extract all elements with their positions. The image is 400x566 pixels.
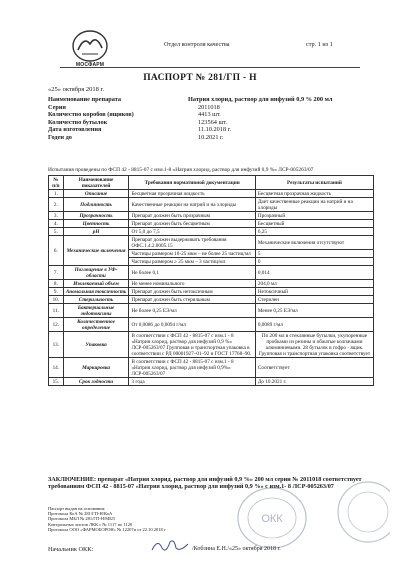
row-name: Прозрачность: [63, 212, 129, 220]
info-value: 123564 шт.: [198, 118, 228, 126]
note-line: Протокола ООО «ФАРМОБОРОН» № 12207и от 22.10.2018 г: [48, 526, 166, 532]
table-row: [49, 318, 374, 332]
row-name: Упаковка: [63, 332, 129, 358]
row-res: Дает качественные реакции на натрий и на хлориды: [255, 198, 373, 212]
table-row: [49, 296, 374, 304]
row-num: 5.: [49, 228, 64, 236]
document-title: ПАСПОРТ № 281/ГП - Н: [143, 73, 257, 83]
info-label: Наименование препарата: [48, 96, 122, 103]
note-line: Протокола КоА № 281/ГП-Н/КоА: [48, 511, 113, 517]
row-res: 6,25: [255, 228, 373, 236]
logo-caption: МОСФАРМ: [75, 62, 105, 68]
row-res: Бесцветная прозрачная жидкость: [255, 190, 373, 198]
info-label: Количество бутылок: [48, 118, 108, 126]
row-name: Срок годности: [63, 378, 129, 386]
row-req: От 0,0086 до 0,0094 г/мл: [129, 318, 255, 332]
info-value: 11.10.2018 г.: [198, 126, 232, 134]
row-res: 5: [255, 250, 373, 258]
row-req: Препарат должен быть стерильным: [129, 296, 255, 304]
row-req: 3 года: [129, 378, 255, 386]
row-name: Подлинность: [63, 198, 129, 212]
row-name: Механические включения: [63, 236, 129, 266]
row-res: Стерилен: [255, 296, 373, 304]
row-res: 0: [255, 258, 373, 266]
handwritten-signature-icon: [150, 536, 190, 556]
row-req: От 5,0 до 7,5: [129, 228, 255, 236]
header-divider: [60, 67, 360, 68]
row-req: Препарат должен быть бесцветным: [129, 220, 255, 228]
specification-table: [48, 175, 374, 386]
table-row: [49, 280, 374, 288]
row-name: Извлекаемый объем: [63, 280, 129, 288]
info-row: [48, 111, 368, 119]
row-name: Поглощение в УФ-области: [63, 266, 129, 280]
row-req: Не более 0,25 ЕЭ/мл: [129, 304, 255, 318]
note-line: Паспорт выдан на основании:: [48, 506, 106, 511]
row-num: 11.: [49, 304, 64, 318]
info-row: [48, 134, 368, 142]
info-row: [48, 96, 368, 104]
row-res: По 200 мл в стеклянные бутылки, укупоренные пробками из резины и обжатые колпачками алюминиевыми. 28 бутылок в гофро - ящик. Групповая и транспортная упаковка соответствует: [255, 332, 373, 358]
table-row: [49, 228, 374, 236]
row-name: Цветность: [63, 220, 129, 228]
stamp-label: ОКК: [261, 513, 283, 525]
row-req: В соответствии с ФСП 42 - 8815-07 с изм.1 - 8 «Натрия хлорид, раствор для инфузий 0,9%» ЛСР-005263/07: [129, 358, 255, 378]
info-label: Дата изготовления: [48, 126, 102, 134]
signature-label: Начальник ОКК:: [48, 546, 94, 553]
row-name: Бактериальные эндотоксины: [63, 304, 129, 318]
header-res: Результаты испытаний: [255, 176, 373, 190]
info-value: 10.2021 г.: [198, 133, 224, 141]
row-res: Менее 0,25 ЕЭ/мл: [255, 304, 373, 318]
page-counter: стр. 1 из 1: [306, 41, 333, 48]
info-row: [48, 119, 368, 127]
row-num: 7.: [49, 266, 64, 280]
signature-name-date: /Кобзина Е.Н./«25» октября 2018 г.: [192, 546, 281, 552]
row-res: Соответствует: [255, 358, 373, 378]
row-num: 14.: [49, 358, 64, 378]
row-num: 15.: [49, 378, 64, 386]
table-row: [49, 378, 374, 386]
row-res: 0,0089 г/мл: [255, 318, 373, 332]
header-name: Наименование показателей: [63, 176, 129, 190]
row-req: В соответствии с ФСП 42 - 8815-07 с изм.1 - 8 «Натрия хлорид, раствор для инфузий 0,9 %» ЛСР-005263/07 Групповая и транспортная упаковка в соответствии с РД 00001927–01–92 и ГОСТ 17768–90.: [129, 332, 255, 358]
row-num: 2.: [49, 198, 64, 212]
row-req: Частицы размером ≥ 25 мкм – 3 частиц/мл: [129, 258, 255, 266]
row-name: pH: [63, 228, 129, 236]
info-label: Годен до: [48, 133, 72, 141]
row-req: Препарат должен быть прозрачным: [129, 212, 255, 220]
header-req: Требования нормативной документации: [129, 176, 255, 190]
row-name: Стерильность: [63, 296, 129, 304]
row-name: Аномальная токсичность: [63, 288, 129, 296]
row-req: Бесцветная прозрачная жидкость: [129, 190, 255, 198]
row-res: Механические включения отсутствуют: [255, 236, 373, 250]
tested-note: Испытания проведены по ФСП 42 - 8815-07 с изм.1-8 «Натрия хлорид, раствор для инфузий 0,9 %» ЛСР-005263/07: [48, 167, 314, 173]
row-num: 9.: [49, 288, 64, 296]
note-line: Протокола МБЛ № 281/ГП-Н/МБЛ: [48, 516, 115, 522]
row-res: 0,014: [255, 266, 373, 280]
basis-notes: [48, 506, 288, 532]
row-num: 6.: [49, 236, 64, 266]
document-date: «25» октября 2018 г.: [48, 86, 105, 93]
row-res: До 10.2021 г.: [255, 378, 373, 386]
table-header-row: [49, 176, 374, 190]
conclusion-text: ЗАКЛЮЧЕНИЕ: препарат «Натрия хлорид, раствор для инфузий 0,9 %» 200 мл серии № 2011018 соответствует требованиям ФСП 42 - 8815-07 «Натрия хлорид, раствор для инфузий 0,9 %» с изм.1- 8 ЛСР-005263/07: [48, 476, 362, 491]
info-value: 2011018: [198, 103, 220, 111]
table-row: [49, 190, 374, 198]
note-line: Контрольных листов ЛКК с № 1117 по 1120: [48, 521, 133, 527]
row-req: Качественные реакции на натрий и на хлориды: [129, 198, 255, 212]
row-name: Маркировка: [63, 358, 129, 378]
row-num: 12.: [49, 318, 64, 332]
department-name: Отдел контроля качества: [164, 41, 230, 48]
row-name: Количественное определение: [63, 318, 129, 332]
product-info: [48, 96, 368, 142]
table-row: [49, 236, 374, 250]
table-row: [49, 358, 374, 378]
row-num: 1.: [49, 190, 64, 198]
row-num: 4.: [49, 220, 64, 228]
row-num: 10.: [49, 296, 64, 304]
table-row: [49, 220, 374, 228]
info-label: Количество коробов (ящиков): [48, 111, 134, 119]
table-row: [49, 266, 374, 280]
mosfarm-logo-icon: [70, 28, 110, 66]
info-row: [48, 104, 368, 112]
table-row: [49, 332, 374, 358]
row-req: Препарат должен быть нетоксичным: [129, 288, 255, 296]
row-req: Препарат должен выдерживать требования ОФС.1.4.2.0005.15: [129, 236, 255, 250]
table-row: [49, 212, 374, 220]
info-label: Серия: [48, 103, 66, 111]
table-row: [49, 304, 374, 318]
row-num: 8.: [49, 280, 64, 288]
row-num: 3.: [49, 212, 64, 220]
row-name: Описание: [63, 190, 129, 198]
row-num: 13.: [49, 332, 64, 358]
info-value: Натрия хлорид, раствор для инфузий 0,9 % 200 мл: [188, 96, 333, 103]
table-row: [49, 288, 374, 296]
row-req: Не менее номинального: [129, 280, 255, 288]
info-value: 4413 шт.: [198, 111, 221, 119]
header-num: № п/п: [49, 176, 64, 190]
row-req: Частицы размером 10-25 мкм – не более 25 частиц/мл: [129, 250, 255, 258]
table-row: [49, 198, 374, 212]
row-res: Прозрачный: [255, 212, 373, 220]
info-row: [48, 126, 368, 134]
row-req: Не более 0,1: [129, 266, 255, 280]
row-res: 204,0 мл: [255, 280, 373, 288]
row-res: Бесцветный: [255, 220, 373, 228]
row-res: Нетоксичный: [255, 288, 373, 296]
